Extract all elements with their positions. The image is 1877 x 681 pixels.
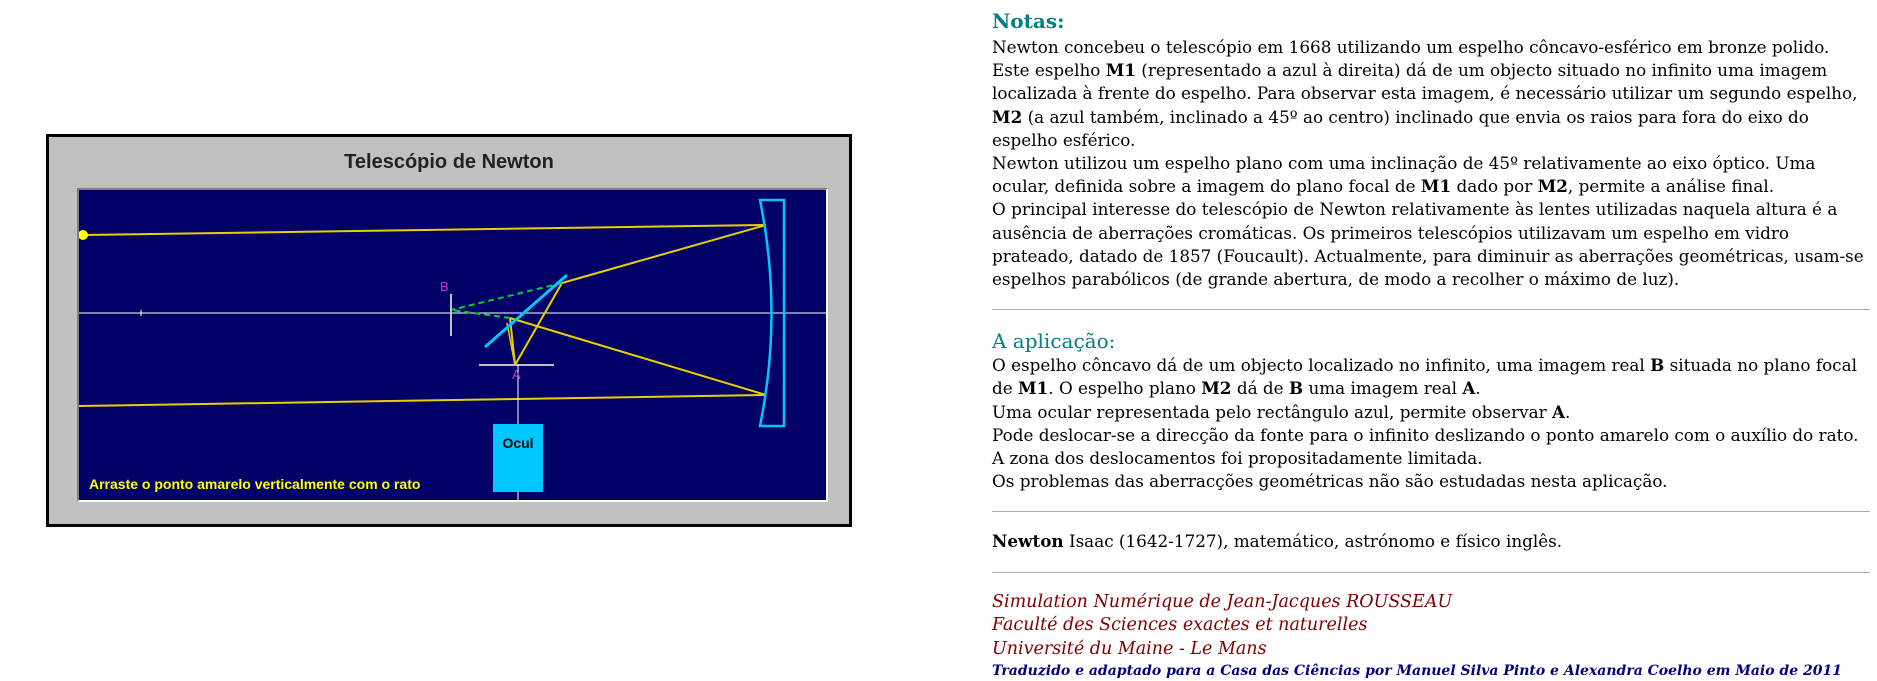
bio-line: Newton Isaac (1642-1727), matemático, astrónomo e físico inglês.	[992, 531, 1563, 552]
app-paragraph-4: Os problemas das aberracções geométricas não são estudadas nesta aplicação.	[992, 471, 1668, 492]
notes-paragraph-2: Newton utilizou um espelho plano com uma inclinação de 45º relativamente ao eixo óptico. Uma ocular, definida sobre a imagem do plano focal de M1 dado por M2, permite a análise final.	[992, 153, 1816, 197]
m2-flat-mirror	[485, 275, 567, 347]
telescope-applet	[46, 134, 852, 527]
divider	[992, 511, 1870, 512]
incoming-ray-top	[83, 225, 766, 235]
simulation-canvas[interactable]	[77, 188, 828, 502]
ocular-eyepiece	[493, 424, 543, 492]
applet-title: Telescópio de Newton	[344, 151, 554, 173]
reflected-ray-bottom	[510, 318, 766, 395]
credit-line-2: Faculté des Sciences exactes et naturelles	[992, 615, 1368, 636]
source-point	[79, 230, 88, 240]
app-paragraph-1: O espelho côncavo dá de um objecto localizado no infinito, uma imagem real B situada no plano focal de M1. O espelho plano M2 dá de B uma imagem real A.	[992, 355, 1857, 399]
drag-hint: Arraste o ponto amarelo verticalmente com o rato	[89, 476, 421, 492]
divider	[992, 309, 1870, 310]
ray-m2-a-1	[515, 283, 562, 365]
label-b: B	[440, 279, 449, 294]
reflected-ray-top	[562, 225, 766, 283]
app-paragraph-3: Pode deslocar-se a direcção da fonte para o infinito deslizando o ponto amarelo com o auxílio do rato. A zona dos deslocamentos foi propositadamente limitada.	[992, 424, 1859, 469]
virtual-ray-top	[451, 283, 562, 310]
notes-heading: Notas:	[992, 9, 1065, 33]
credit-line-3: Université du Maine - Le Mans	[992, 638, 1267, 659]
notes-paragraph-3: O principal interesse do telescópio de Newton relativamente às lentes utilizadas naquela altura é a ausência de aberrações cromáticas. Os primeiros telescópios utilizavam um espelho em vidro prateado, datado de 1857 (Foucault). Actualmente, para diminuir as aberrações geométricas, usam-se espelhos parabólicos (de grande abertura, de modo a recolher o máximo de luz).	[992, 199, 1864, 290]
credit-line-4: Traduzido e adaptado para a Casa das Ciências por Manuel Silva Pinto e Alexandra Coelho em Maio de 2011	[992, 663, 1842, 680]
description-panel	[992, 4, 1870, 681]
incoming-ray-bottom	[79, 395, 766, 406]
virtual-ray-bottom	[451, 310, 510, 318]
label-a: A	[512, 367, 521, 382]
optics-diagram	[79, 190, 828, 502]
app-paragraph-2: Uma ocular representada pelo rectângulo azul, permite observar A.	[992, 401, 1571, 422]
notes-paragraph-1: Newton concebeu o telescópio em 1668 utilizando um espelho côncavo-esférico em bronze polido. Este espelho M1 (representado a azul à direita) dá de um objecto situado no infinito uma imagem localizada à frente do espelho. Para observar esta imagem, é necessário utilizar um segundo espelho, M2 (a azul também, inclinado a 45º ao centro) inclinado que envia os raios para fora do eixo do espelho esférico.	[992, 37, 1858, 150]
app-heading: A aplicação:	[992, 329, 1116, 354]
credit-line-1: Simulation Numérique de Jean-Jacques ROUSSEAU	[992, 591, 1453, 612]
ocular-label: Ocul	[502, 435, 534, 451]
divider	[992, 572, 1870, 573]
